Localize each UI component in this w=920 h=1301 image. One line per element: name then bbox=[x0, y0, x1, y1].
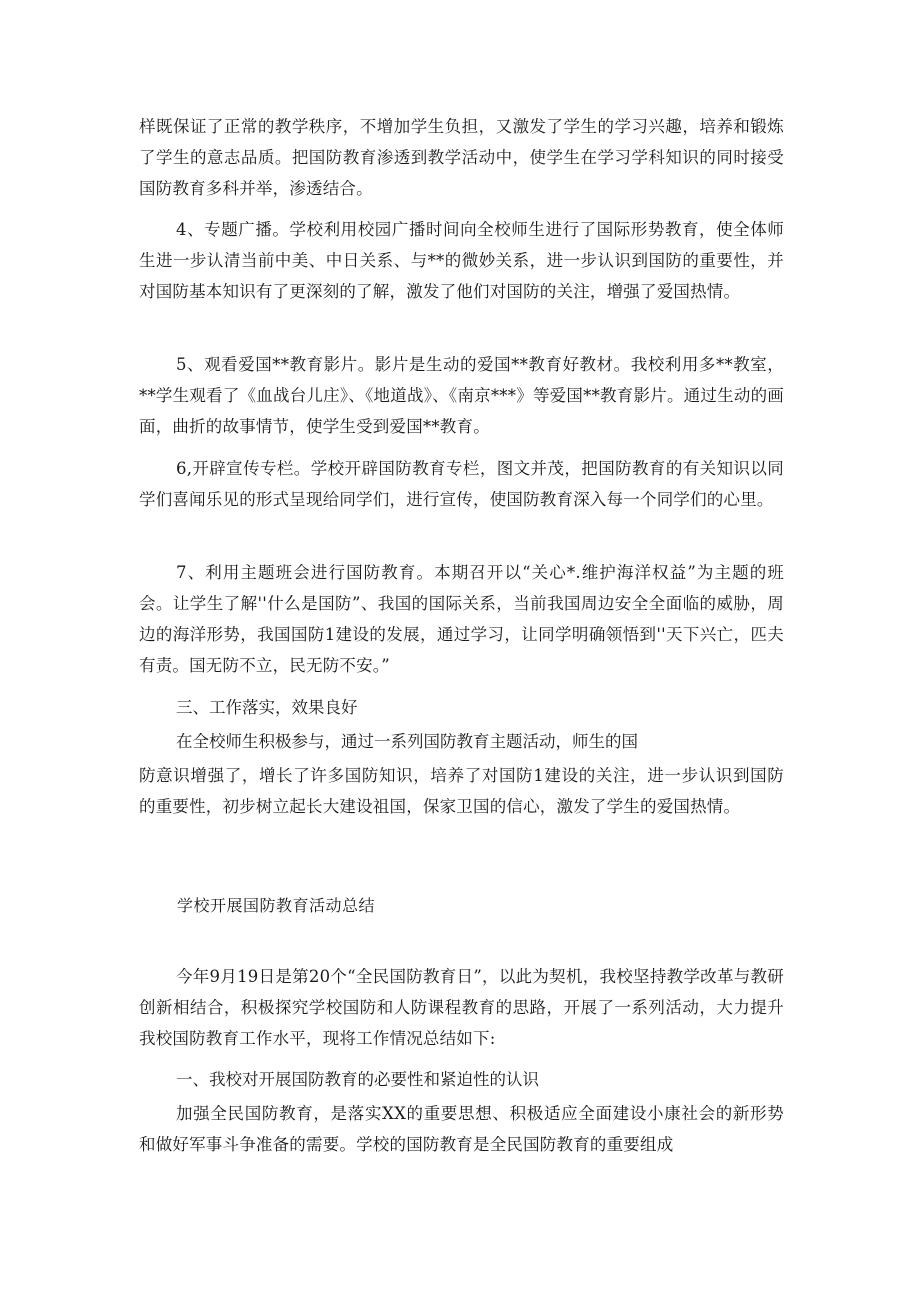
section-heading-necessity: 一、我校对开展国防教育的必要性和紧迫性的认识 bbox=[176, 1070, 539, 1089]
section-heading-work-results: 三、工作落实，效果良好 bbox=[176, 698, 358, 717]
paragraph-propaganda-column: 6,开辟宣传专栏。学校开辟国防教育专栏，图文并茂，把国防教育的有关知识以同学们喜闻乐见的形式呈现给同学们，进行宣传，使国防教育深入每一个同学们的心里。 bbox=[139, 459, 784, 509]
paragraph-national-defense: 加强全民国防教育，是落实XX的重要思想、积极适应全面建设小康社会的新形势和做好军事斗争准备的需要。学校的国防教育是全民国防教育的重要组成 bbox=[139, 1104, 784, 1154]
document-title: 学校开展国防教育活动总结 bbox=[177, 896, 376, 915]
paragraph-theme-class-meeting: 7、利用主题班会进行国防教育。本期召开以“关心*.维护海洋权益”为主题的班会。让学生了解''什么是国防”、我国的国际关系，当前我国周边安全全面临的威胁，周边的海洋形势，我国国防1建设的发展，通过学习，让同学明确领悟到''天下兴亡，匹夫有责。国无防不立，民无防不安。” bbox=[139, 563, 784, 675]
paragraph-teaching-order: 样既保证了正常的教学秩序，不增加学生负担，又激发了学生的学习兴趣，培养和锻炼了学生的意志品质。把国防教育渗透到教学活动中，使学生在学习学科知识的同时接受国防教育多科并举，渗透结合。 bbox=[139, 117, 784, 198]
paragraph-broadcast: 4、专题广播。学校利用校园广播时间向全校师生进行了国际形势教育，使全体师生进一步认清当前中美、中日关系、与**的微妙关系，进一步认识到国防的重要性，并对国防基本知识有了更深刻的了解，激发了他们对国防的关注，增强了爱国热情。 bbox=[139, 220, 784, 301]
paragraph-introduction: 今年9月19日是第20个“全民国防教育日”，以此为契机，我校坚持教学改革与教研创新相结合，积极探究学校国防和人防课程教育的思路，开展了一系列活动，大力提升我校国防教育工作水平，现将工作情况总结如下: bbox=[139, 967, 784, 1048]
paragraph-participation-rest: 防意识增强了，增长了许多国防知识，培养了对国防1建设的关注，进一步认识到国防的重要性，初步树立起长大建设祖国，保家卫国的信心，激发了学生的爱国热情。 bbox=[139, 766, 784, 816]
paragraph-participation-first-line: 在全校师生积极参与，通过一系列国防教育主题活动，师生的国 bbox=[176, 732, 638, 751]
paragraph-patriotic-films: 5、观看爱国**教育影片。影片是生动的爱国**教育好教材。我校利用多**教室，**学生观看了《血战台儿庄》、《地道战》、《南京***》等爱国**教育影片。通过生动的画面，曲折的故事情节，使学生受到爱国**教育。 bbox=[139, 355, 784, 436]
